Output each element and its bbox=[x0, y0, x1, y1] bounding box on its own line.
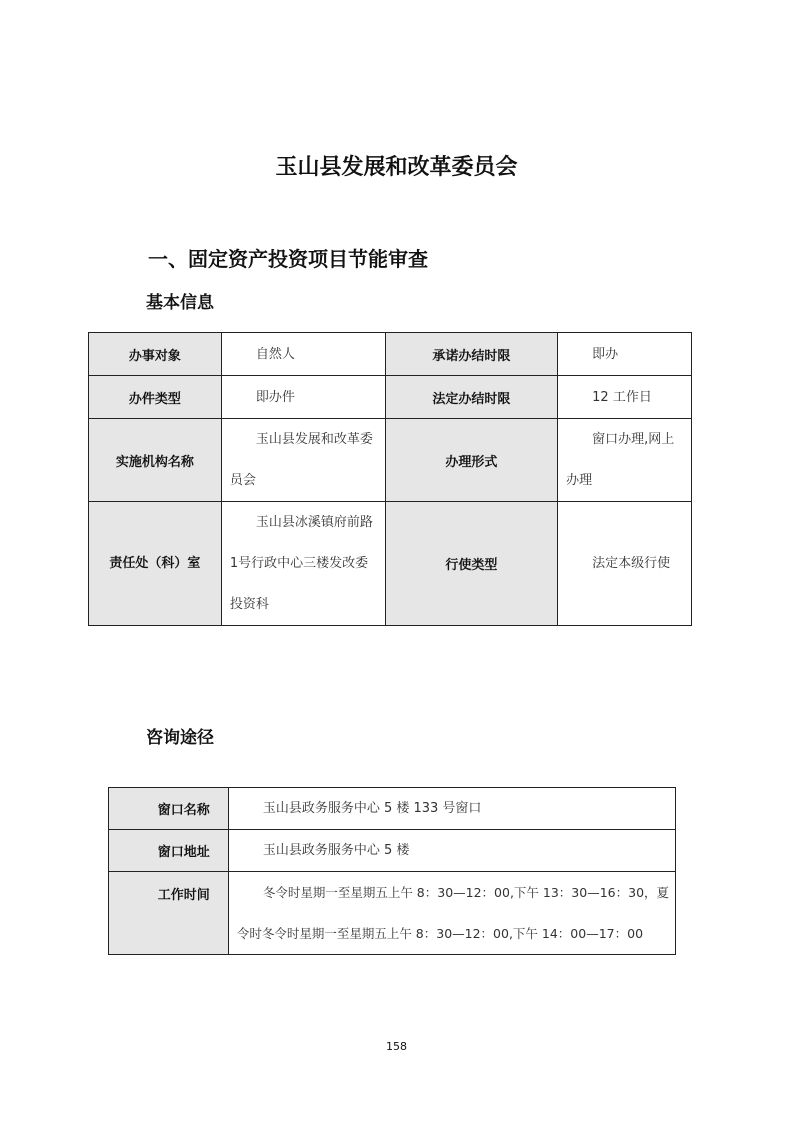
row-value: 玉山县冰溪镇府前路1号行政中心三楼发改委投资科 bbox=[221, 502, 385, 626]
basic-info-table bbox=[88, 332, 692, 626]
row-label: 办件类型 bbox=[89, 376, 222, 419]
table-row bbox=[109, 830, 676, 872]
table-row bbox=[109, 872, 676, 955]
table-row bbox=[89, 376, 692, 419]
table-row bbox=[89, 333, 692, 376]
row-label: 承诺办结时限 bbox=[385, 333, 558, 376]
row-value: 冬令时星期一至星期五上午 8：30—12：00,下午 13：30—16：30，夏令时冬令时星期一至星期五上午 8：30—12：00,下午 14：00—17：00 bbox=[228, 872, 675, 955]
consult-heading: 咨询途径 bbox=[146, 728, 214, 748]
row-value: 玉山县政务服务中心 5 楼 133 号窗口 bbox=[228, 788, 675, 830]
table-row bbox=[89, 419, 692, 502]
section-heading: 一、固定资产投资项目节能审查 bbox=[148, 247, 428, 271]
basic-info-heading: 基本信息 bbox=[146, 293, 214, 313]
document-title: 玉山县发展和改革委员会 bbox=[275, 154, 518, 180]
row-label: 实施机构名称 bbox=[89, 419, 222, 502]
row-value: 玉山县政务服务中心 5 楼 bbox=[228, 830, 675, 872]
row-label: 法定办结时限 bbox=[385, 376, 558, 419]
page-number: 158 bbox=[386, 1040, 407, 1053]
row-value: 法定本级行使 bbox=[558, 502, 692, 626]
row-value: 自然人 bbox=[221, 333, 385, 376]
row-value: 12 工作日 bbox=[558, 376, 692, 419]
row-value: 窗口办理,网上办理 bbox=[558, 419, 692, 502]
row-label: 窗口地址 bbox=[109, 830, 229, 872]
consult-table bbox=[108, 787, 676, 955]
table-row bbox=[89, 502, 692, 626]
row-label: 办事对象 bbox=[89, 333, 222, 376]
row-label: 办理形式 bbox=[385, 419, 558, 502]
row-value: 即办 bbox=[558, 333, 692, 376]
row-label: 工作时间 bbox=[109, 872, 229, 955]
row-label: 窗口名称 bbox=[109, 788, 229, 830]
row-value: 玉山县发展和改革委员会 bbox=[221, 419, 385, 502]
row-label: 责任处（科）室 bbox=[89, 502, 222, 626]
row-value: 即办件 bbox=[221, 376, 385, 419]
row-label: 行使类型 bbox=[385, 502, 558, 626]
table-row bbox=[109, 788, 676, 830]
